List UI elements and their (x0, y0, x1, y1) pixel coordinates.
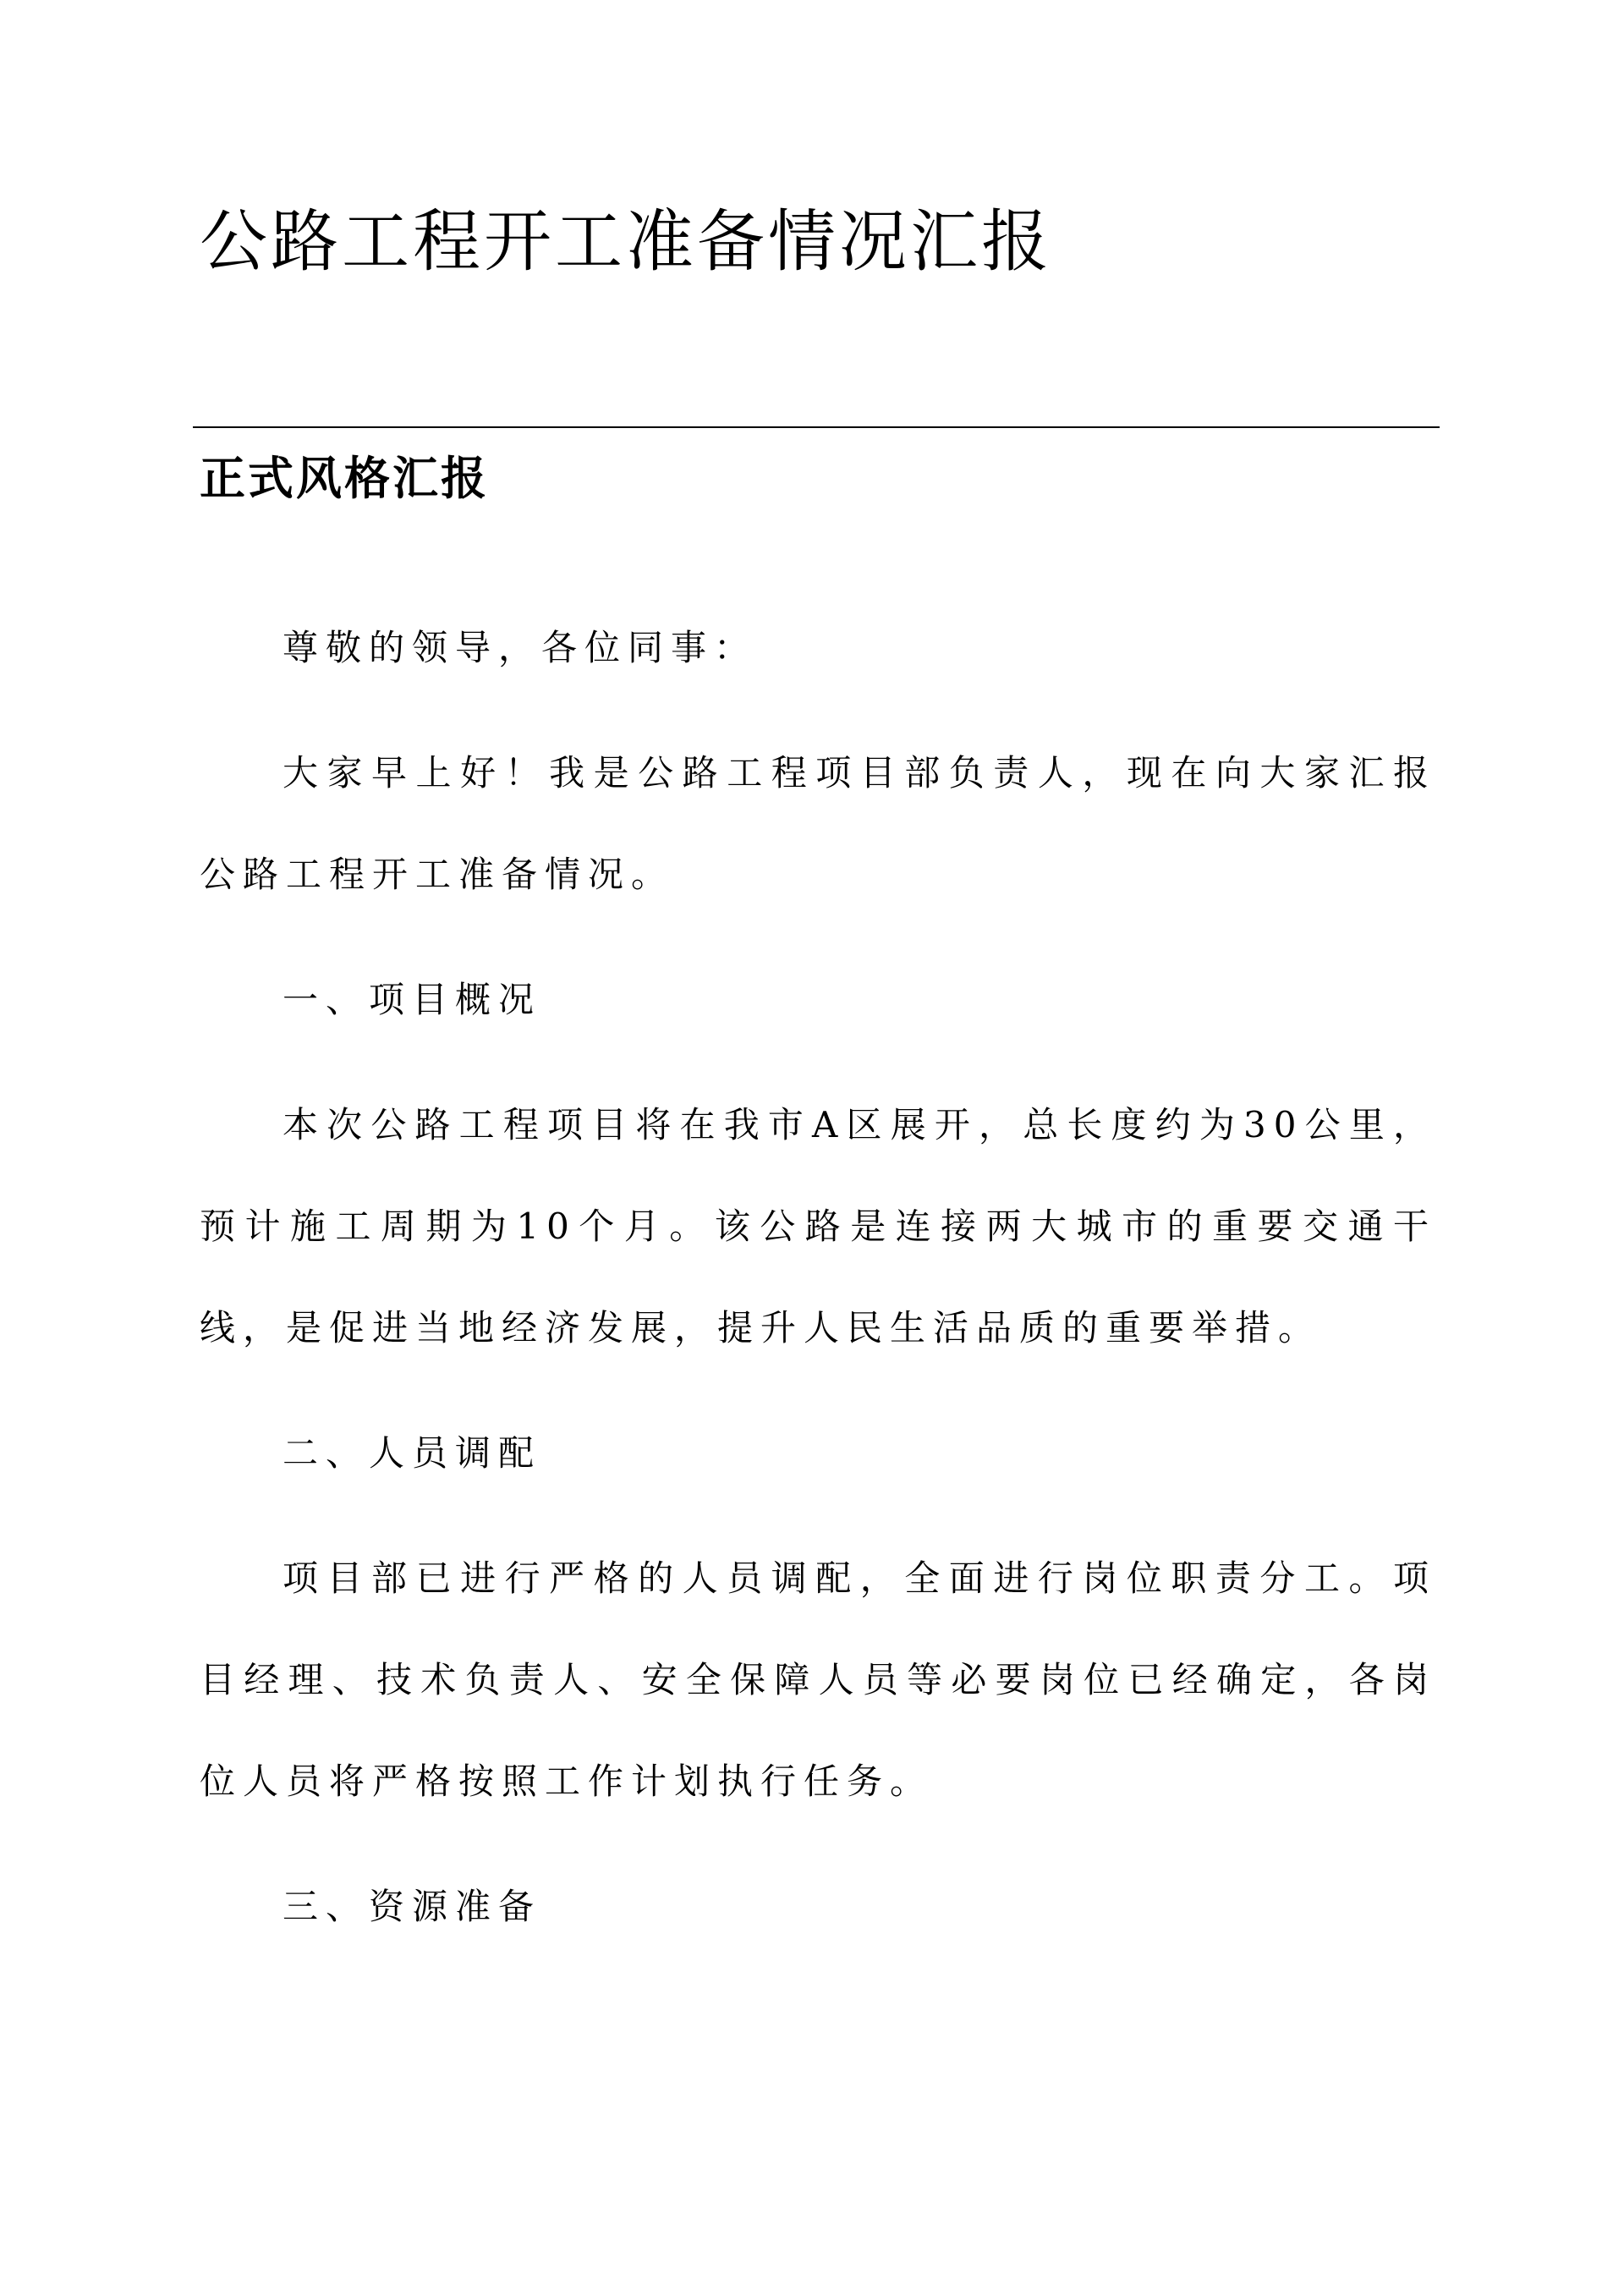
document-title: 公路工程开工准备情况汇报 (200, 202, 1052, 281)
title-divider (193, 426, 1440, 428)
staffing-paragraph: 项目部已进行严格的人员调配，全面进行岗位职责分工。项目经理、技术负责人、安全保障人员等必要岗位已经确定，各岗位人员将严格按照工作计划执行任务。 (200, 1557, 1436, 1802)
document-body (200, 597, 1436, 1981)
heading-staffing: 二、人员调配 (283, 1432, 542, 1474)
salutation: 尊敬的领导，各位同事： (283, 627, 758, 668)
intro-paragraph: 大家早上好！我是公路工程项目部负责人，现在向大家汇报公路工程开工准备情况。 (200, 752, 1436, 895)
heading-resource-preparation: 三、资源准备 (283, 1886, 542, 1927)
section-heading: 正式风格汇报 (200, 451, 489, 505)
project-overview-paragraph: 本次公路工程项目将在我市A区展开，总长度约为30公里，预计施工周期为10个月。该公路是连接两大城市的重要交通干线，是促进当地经济发展，提升人民生活品质的重要举措。 (200, 1104, 1436, 1348)
heading-project-overview: 一、项目概况 (283, 979, 542, 1020)
